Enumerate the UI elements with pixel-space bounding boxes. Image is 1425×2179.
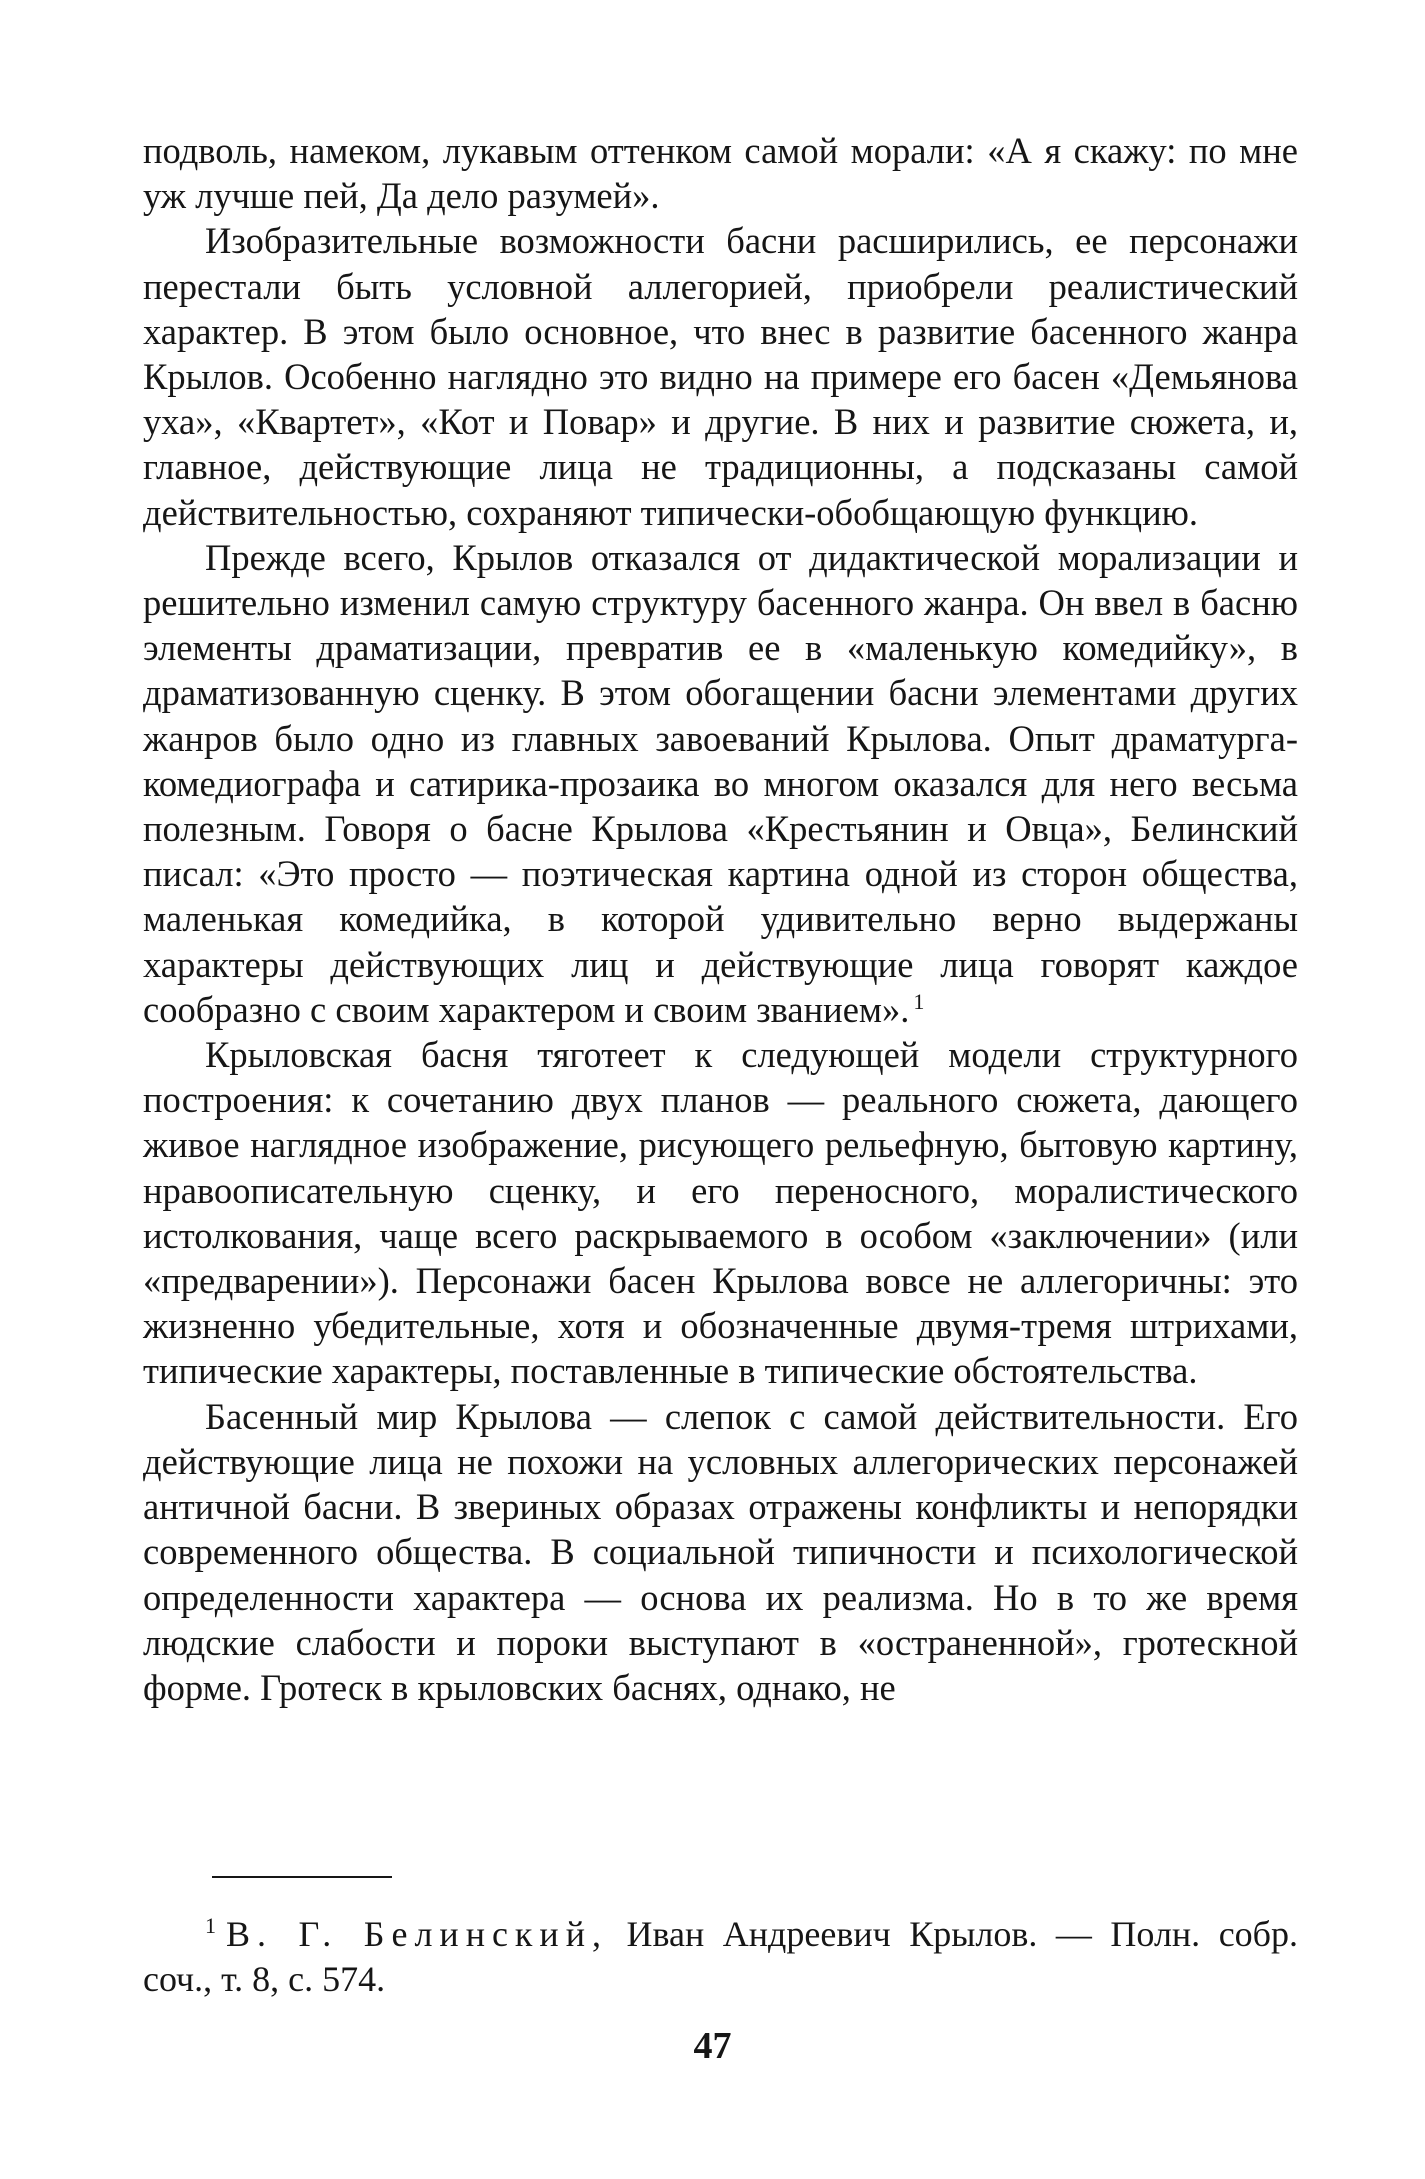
paragraph-text: Прежде всего, Крылов отказался от дидактической морализации и решительно изменил самую структуру басенного жанра. Он ввел в басню элементы драматизации, превратив ее в «маленькую комедийку», в драматизованную сценку. В этом обогащении басни элементами других жанров было одно из главных завоеваний Крылова. Опыт драматурга-комедиографа и сатирика-прозаика во многом оказался для него весьма полезным. Говоря о басне Крылова «Крестьянин и Овца», Белинский писал: «Это просто — поэтическая картина одной из сторон общества, маленькая комедийка, в которой удивительно верно выдержаны характеры действующих лиц и действующие лица говорят каждое сообразно с своим характером и своим званием».	[143, 536, 1298, 1030]
paragraph: Крыловская басня тяготеет к следующей модели структурного построения: к сочетанию двух планов — реального сюжета, дающего живое наглядное изображение, рисующего рельефную, бытовую картину, нравоописательную сценку, и его переносного, моралистического истолкования, чаще всего раскрываемого в особом «заключении» (или «предварении»). Персонажи басен Крылова вовсе не аллегоричны: это жизненно убедительные, хотя и обозначенные двумя-тремя штрихами, типические характеры, поставленные в типические обстоятельства.	[143, 1034, 1298, 1392]
footnote-text: Иван Андреевич Крылов. — Полн. собр. соч., т. 8, с. 574.	[143, 1914, 1298, 1999]
paragraph-continuation: подволь, намеком, лукавым оттенком самой морали: «А я скажу: по мне уж лучше пей, Да дело разумей».	[143, 130, 1298, 217]
footnote-author: В. Г. Белинский,	[226, 1914, 608, 1954]
paragraph: Изобразительные возможности басни расширились, ее персонажи перестали быть условной аллегорией, приобрели реалистический характер. В этом было основное, что внес в развитие басенного жанра Крылов. Особенно наглядно это видно на примере его басен «Демьянова уха», «Квартет», «Кот и Повар» и другие. В них и развитие сюжета, и, главное, действующие лица не традиционны, а подсказаны самой действительностью, сохраняют типически-обобщающую функцию.	[143, 220, 1298, 533]
footnote-marker: 1	[205, 1913, 216, 1938]
footnote-reference: 1	[913, 988, 925, 1014]
paragraph	[143, 535, 1298, 1032]
footnote	[143, 1912, 1298, 2002]
paragraph: Басенный мир Крылова — слепок с самой действительности. Его действующие лица не похожи на условных аллегорических персонажей античной басни. В звериных образах отражены конфликты и непорядки современного общества. В социальной типичности и психологической определенности характера — основа их реализма. Но в то же время людские слабости и пороки выступают в «остраненной», гротескной форме. Гротеск в крыловских баснях, однако, не	[143, 1395, 1298, 1708]
page-number: 47	[693, 2025, 732, 2067]
footnote-divider	[212, 1876, 392, 1878]
body-text	[143, 128, 1298, 1710]
